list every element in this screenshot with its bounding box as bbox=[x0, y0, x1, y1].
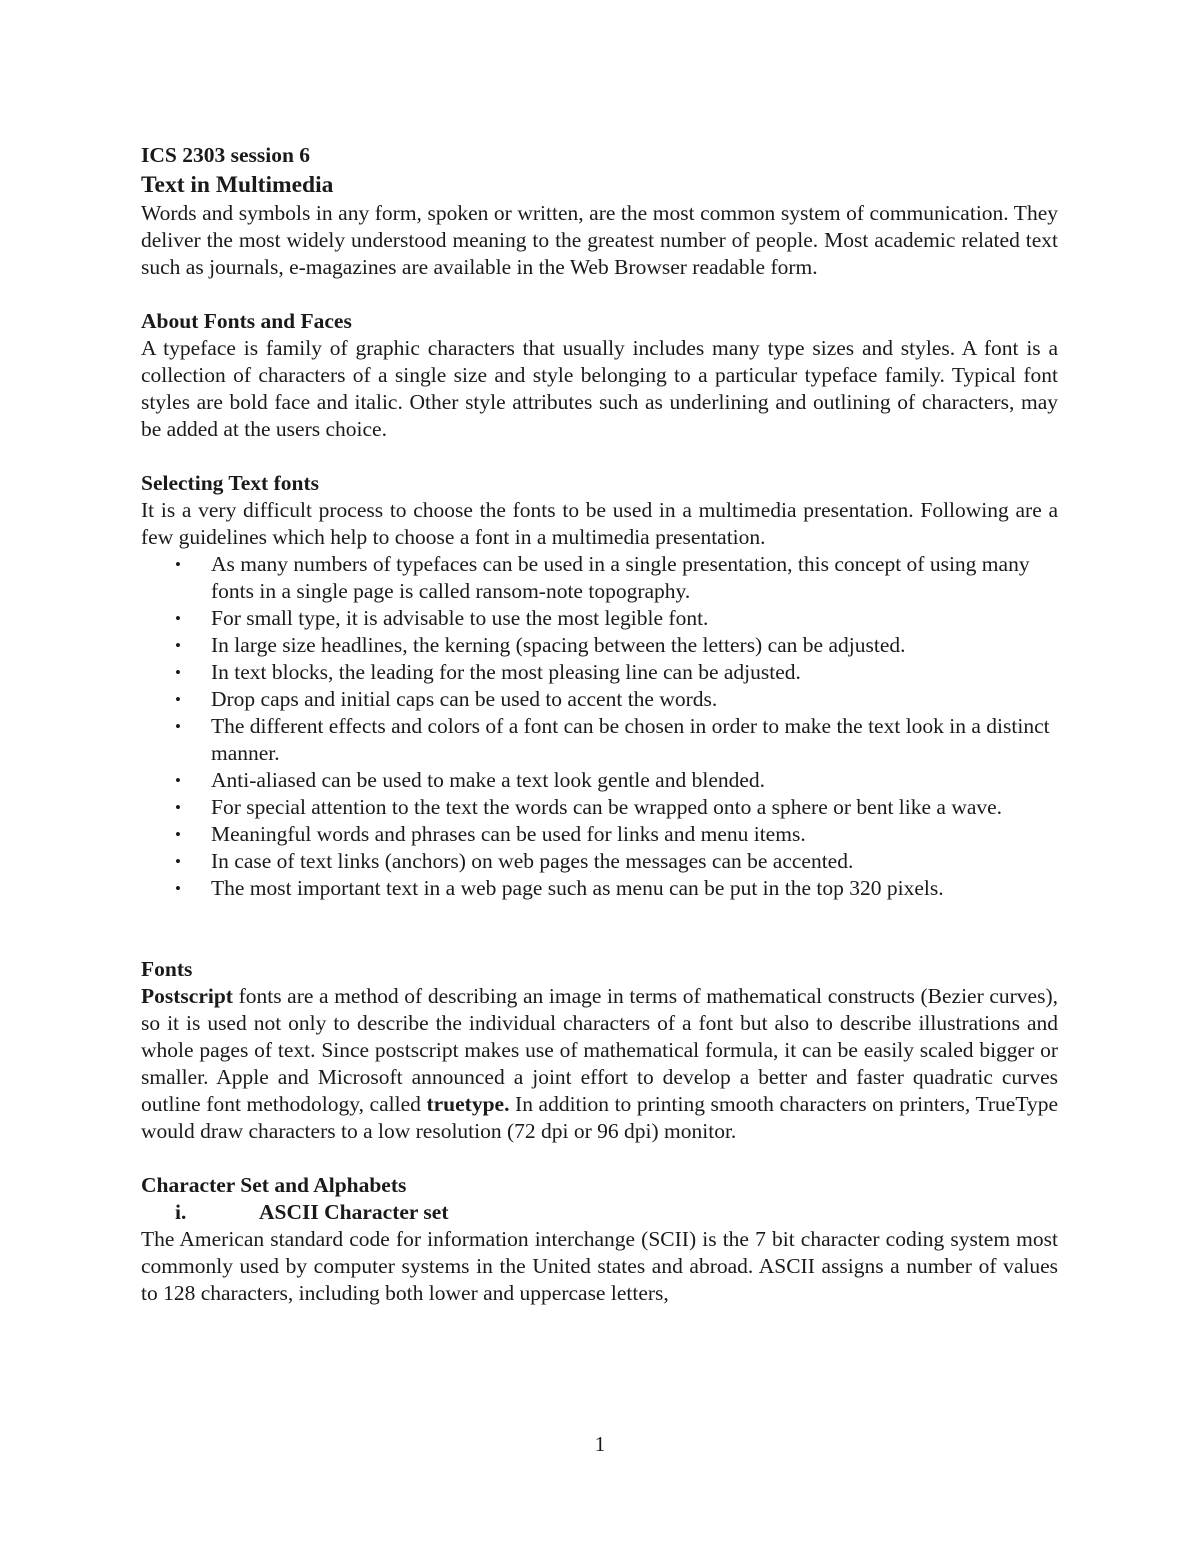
list-item-text: Meaningful words and phrases can be used for links and menu items. bbox=[211, 822, 806, 846]
list-item-text: Anti-aliased can be used to make a text look gentle and blended. bbox=[211, 768, 766, 792]
list-item-text: As many numbers of typefaces can be used in a single presentation, this concept of using many fonts in a single page is called ransom-note topography. bbox=[211, 552, 1030, 603]
bullet-icon: • bbox=[175, 609, 181, 628]
list-item bbox=[141, 848, 1058, 875]
bullet-icon: • bbox=[175, 879, 181, 898]
list-item bbox=[141, 686, 1058, 713]
bullet-icon: • bbox=[175, 636, 181, 655]
subheading-title: ASCII Character set bbox=[259, 1200, 449, 1224]
list-item bbox=[141, 713, 1058, 767]
fonts-faces-paragraph: A typeface is family of graphic characters that usually includes many type sizes and styles. A font is a collection of characters of a single size and style belonging to a particular typeface family. Typical font styles are bold face and italic. Other style attributes such as underlining and outlining of characters, may be added at the users choice. bbox=[141, 336, 1058, 441]
list-item bbox=[141, 875, 1058, 902]
fonts-text-part2: In addition to printing smooth characters on printers, TrueType would draw characters to a low resolution (72 dpi or 96 dpi) monitor. bbox=[141, 1092, 1058, 1143]
list-item bbox=[141, 821, 1058, 848]
list-item-text: In text blocks, the leading for the most pleasing line can be adjusted. bbox=[211, 660, 801, 684]
intro-paragraph: Words and symbols in any form, spoken or written, are the most common system of communication. They deliver the most widely understood meaning to the greatest number of people. Most academic related text such as journals, e-magazines are available in the Web Browser readable form. bbox=[141, 201, 1058, 279]
ascii-paragraph: The American standard code for information interchange (SCII) is the 7 bit character coding system most commonly used by computer systems in the United states and abroad. ASCII assigns a number of values to 128 characters, including both lower and uppercase letters, bbox=[141, 1227, 1058, 1305]
selecting-fonts-heading: Selecting Text fonts bbox=[141, 471, 319, 495]
truetype-term: truetype. bbox=[426, 1092, 510, 1116]
bullet-icon: • bbox=[175, 555, 181, 574]
bullet-icon: • bbox=[175, 798, 181, 817]
document-title: Text in Multimedia bbox=[141, 172, 334, 198]
list-item-text: The different effects and colors of a font can be chosen in order to make the text look in a distinct manner. bbox=[211, 714, 1050, 765]
subheading-number: i. bbox=[175, 1200, 187, 1224]
page-number: 1 bbox=[594, 1432, 606, 1456]
bullet-icon: • bbox=[175, 690, 181, 709]
list-item-text: Drop caps and initial caps can be used to accent the words. bbox=[211, 687, 718, 711]
list-item-text: For small type, it is advisable to use the most legible font. bbox=[211, 606, 709, 630]
list-item bbox=[141, 794, 1058, 821]
bullet-icon: • bbox=[175, 825, 181, 844]
selecting-fonts-paragraph: It is a very difficult process to choose the fonts to be used in a multimedia presentation. Following are a few guidelines which help to choose a font in a multimedia presentation. bbox=[141, 498, 1058, 549]
list-item bbox=[141, 767, 1058, 794]
list-item-text: The most important text in a web page such as menu can be put in the top 320 pixels. bbox=[211, 876, 944, 900]
list-item bbox=[141, 632, 1058, 659]
fonts-faces-heading: About Fonts and Faces bbox=[141, 309, 352, 333]
ascii-subheading bbox=[141, 1199, 1058, 1226]
list-item-text: In case of text links (anchors) on web pages the messages can be accented. bbox=[211, 849, 854, 873]
bullet-icon: • bbox=[175, 771, 181, 790]
postscript-term: Postscript bbox=[141, 984, 233, 1008]
charset-heading: Character Set and Alphabets bbox=[141, 1173, 407, 1197]
list-item bbox=[141, 551, 1058, 605]
fonts-text-part1: fonts are a method of describing an image in terms of mathematical constructs (Bezier curves), so it is used not only to describe the individual characters of a font but also to describe illustrations and whole pages of text. Since postscript makes use of mathematical formula, it can be easily scaled bigger or smaller. Apple and Microsoft announced a joint effort to develop a better and faster quadratic curves outline font methodology, called bbox=[141, 984, 1058, 1116]
fonts-heading: Fonts bbox=[141, 957, 193, 981]
bullet-icon: • bbox=[175, 852, 181, 871]
bullet-icon: • bbox=[175, 663, 181, 682]
list-item bbox=[141, 605, 1058, 632]
list-item bbox=[141, 659, 1058, 686]
list-item-text: In large size headlines, the kerning (spacing between the letters) can be adjusted. bbox=[211, 633, 906, 657]
bullet-icon: • bbox=[175, 717, 181, 736]
list-item-text: For special attention to the text the words can be wrapped onto a sphere or bent like a wave. bbox=[211, 795, 1003, 819]
course-code: ICS 2303 session 6 bbox=[141, 143, 311, 167]
document-page bbox=[141, 140, 1058, 1307]
guidelines-list bbox=[141, 551, 1058, 902]
fonts-paragraph bbox=[141, 983, 1058, 1145]
